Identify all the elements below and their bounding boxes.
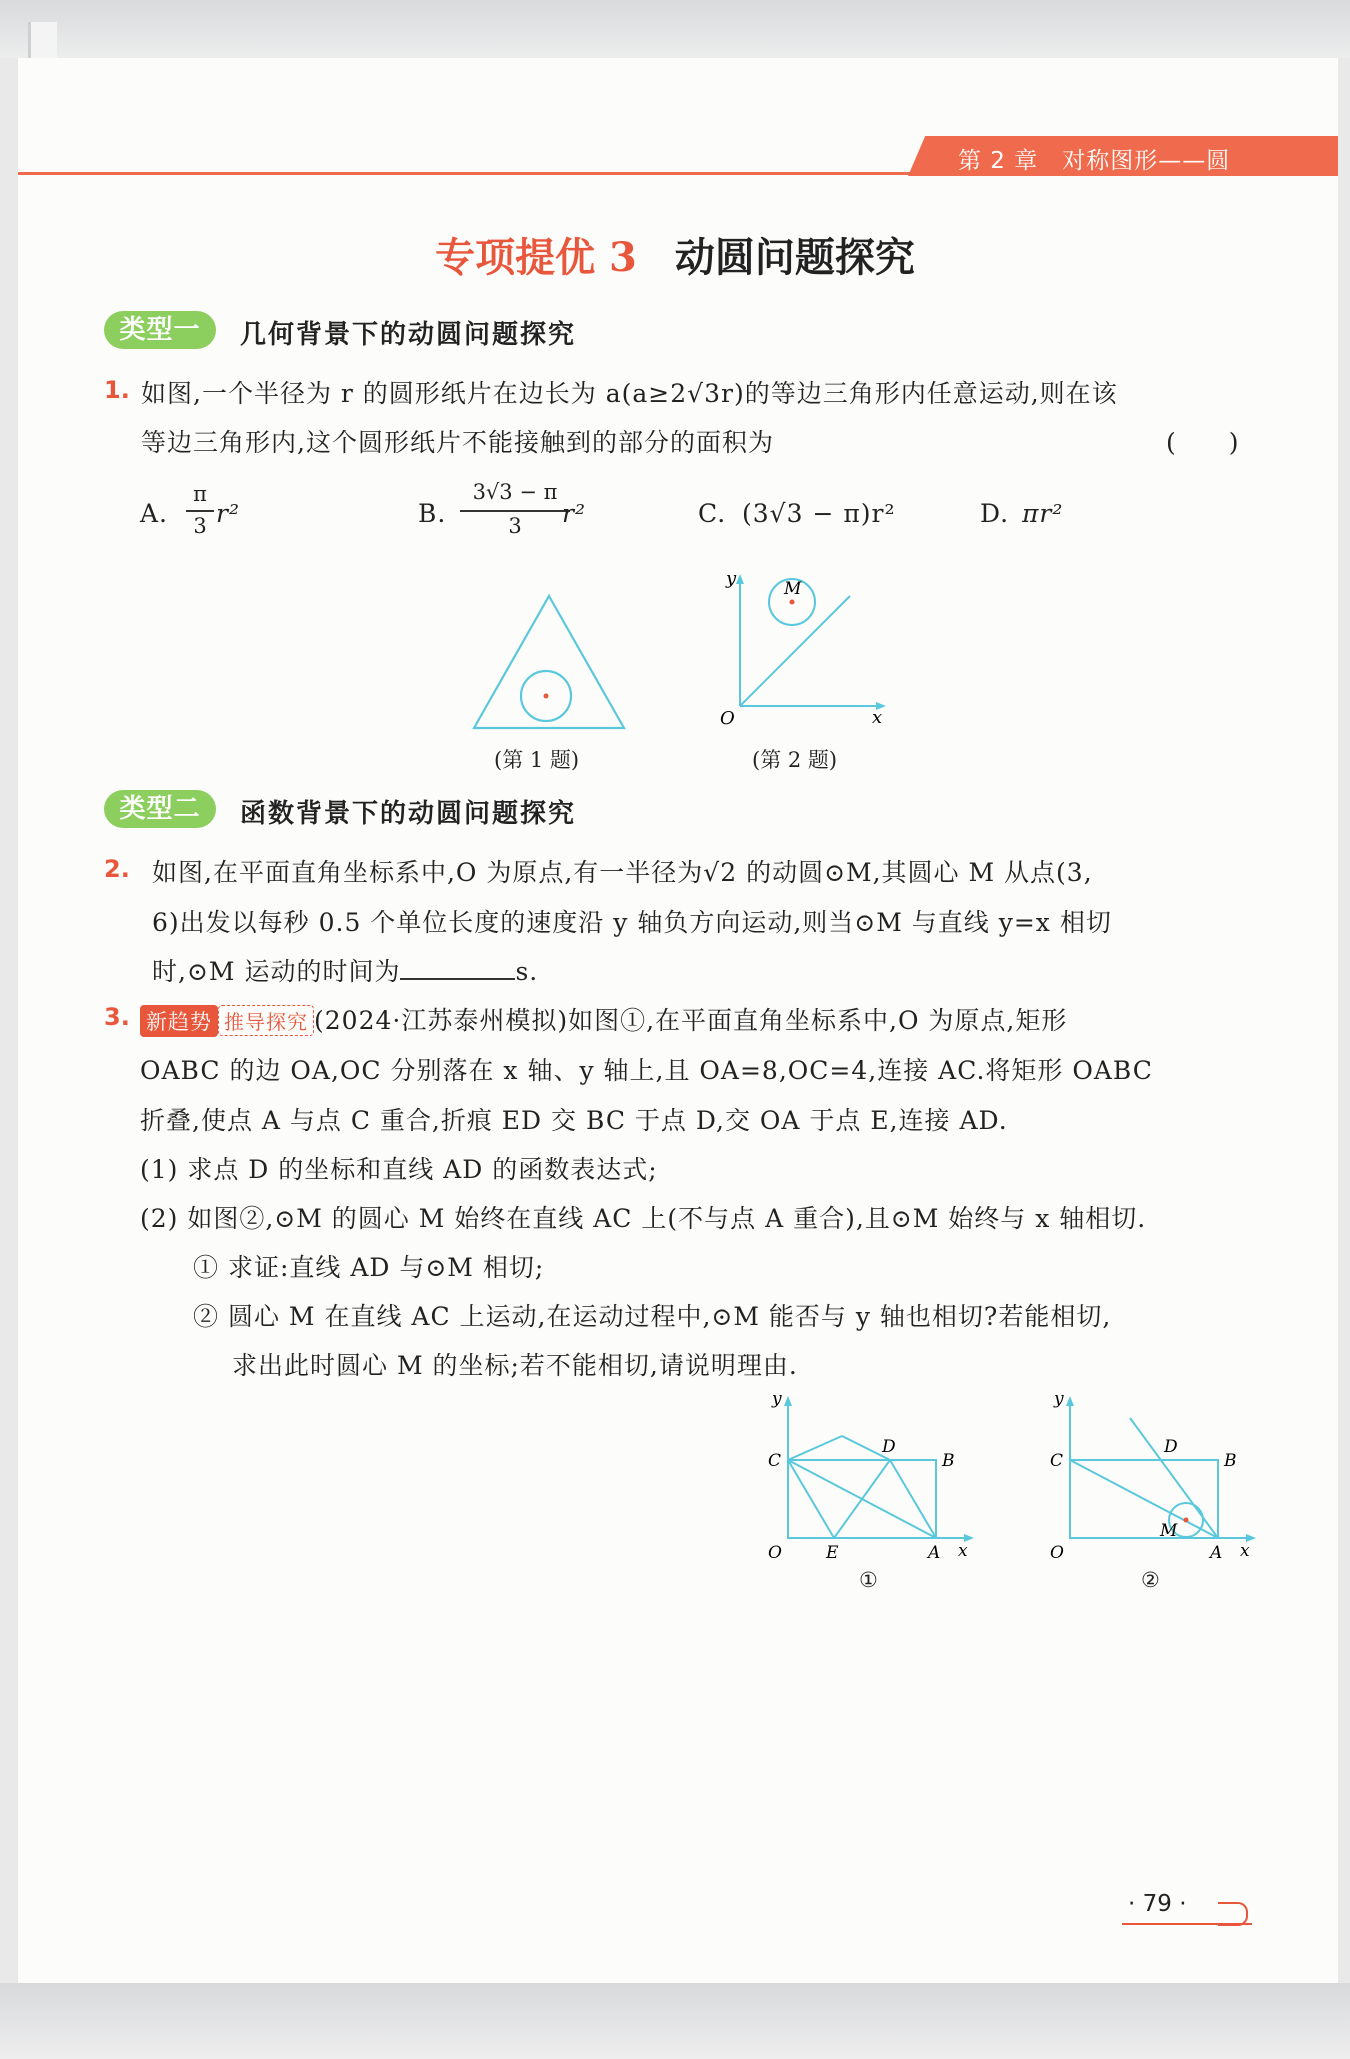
book-spine	[28, 22, 57, 58]
answer-blank[interactable]	[400, 956, 515, 980]
fig3a-o-label: O	[768, 1543, 782, 1563]
section-title-1: 几何背景下的动圆问题探究	[240, 320, 577, 350]
fig3b-y-label: y	[1054, 1389, 1064, 1409]
q2-line-3	[152, 952, 538, 988]
option-b-tail: r²	[562, 499, 586, 528]
bottom-page-edge	[0, 1983, 1350, 2059]
fig3b-o-label: O	[1050, 1543, 1064, 1563]
option-a-tail: r²	[216, 499, 240, 528]
fig3a-a-label: A	[928, 1543, 941, 1563]
q3-line-1	[140, 1001, 1067, 1037]
fig2-m-label: M	[784, 579, 802, 599]
q3-sub-1: ① 求证:直线 AD 与⊙M 相切;	[193, 1253, 545, 1282]
equilateral-triangle	[474, 596, 624, 728]
y-axis-arrow-icon	[784, 1396, 792, 1406]
option-d-text: πr²	[1022, 499, 1064, 528]
q1-line-2: 等边三角形内,这个圆形纸片不能接触到的部分的面积为	[141, 428, 774, 457]
option-a-fraction-bar	[186, 510, 214, 512]
q3-part-1: (1) 求点 D 的坐标和直线 AD 的函数表达式;	[140, 1155, 658, 1184]
figure-2-coordinate	[712, 566, 892, 736]
option-d-label: D.	[980, 499, 1010, 528]
q3-line-3: 折叠,使点 A 与点 C 重合,折痕 ED 交 BC 于点 D,交 OA 于点 E,连接 AD.	[140, 1106, 1008, 1135]
figure-3b-caption: ②	[1141, 1568, 1160, 1592]
fig3b-x-label: x	[1240, 1541, 1250, 1561]
section-badge-2: 类型二	[104, 790, 216, 828]
fig3b-m-label: M	[1160, 1521, 1178, 1541]
y-axis-arrow-icon	[1066, 1396, 1074, 1406]
option-a-numerator: π	[193, 482, 207, 506]
fig3a-e-label: E	[826, 1543, 839, 1563]
option-b-fraction-bar	[460, 510, 570, 512]
y-axis-arrow-icon	[736, 574, 744, 584]
option-a-denominator: 3	[193, 514, 207, 538]
fig2-origin-label: O	[720, 708, 735, 729]
fig3b-d-label: D	[1164, 1437, 1178, 1457]
q1-answer-paren: ( )	[1166, 428, 1240, 457]
fig2-y-label: y	[726, 568, 737, 589]
line-y-equals-x	[740, 596, 850, 706]
center-m-dot	[790, 600, 795, 605]
title-main: 动圆问题探究	[674, 234, 915, 281]
folded-edge-1	[788, 1436, 842, 1460]
option-b-denominator: 3	[508, 514, 522, 538]
page-title	[0, 226, 1350, 283]
section-badge-1: 类型一	[104, 311, 216, 349]
option-b-label: B.	[418, 499, 447, 528]
figure-1-triangle	[460, 588, 630, 738]
option-a-label: A.	[140, 499, 169, 528]
figure-3a-fold	[760, 1388, 980, 1568]
title-prefix: 专项提优 3	[435, 234, 637, 281]
q3-sub-2b: 求出此时圆心 M 的坐标;若不能相切,请说明理由.	[232, 1351, 798, 1380]
option-c-text: (3√3 − π)r²	[742, 499, 896, 528]
q3-sub-2a: ② 圆心 M 在直线 AC 上运动,在运动过程中,⊙M 能否与 y 轴也相切?若能相切,	[193, 1302, 1112, 1331]
fig3b-a-label: A	[1210, 1543, 1223, 1563]
fig3a-b-label: B	[942, 1451, 955, 1471]
circle-center-dot	[544, 694, 549, 699]
fold-line-ed	[834, 1460, 890, 1538]
line-ad	[1130, 1418, 1218, 1538]
q2-line-1: 如图,在平面直角坐标系中,O 为原点,有一半径为√2 的动圆⊙M,其圆心 M 从点(3,	[152, 858, 1093, 887]
diagonal-ac	[1070, 1460, 1218, 1538]
top-page-edge	[0, 0, 1350, 58]
section-title-2: 函数背景下的动圆问题探究	[240, 799, 577, 829]
page-number: · 79 ·	[1128, 1891, 1187, 1917]
figure-2-caption: (第 2 题)	[752, 748, 838, 772]
fig3b-c-label: C	[1050, 1451, 1064, 1471]
fig2-x-label: x	[872, 707, 883, 728]
question-number-2: 2.	[104, 855, 130, 883]
figure-1-caption: (第 1 题)	[494, 748, 580, 772]
q1-line-1: 如图,一个半径为 r 的圆形纸片在边长为 a(a≥2√3r)的等边三角形内任意运动,则在该	[141, 379, 1118, 408]
chapter-title: 第 2 章 对称图形——圆	[958, 148, 1231, 174]
fig3a-d-label: D	[882, 1437, 896, 1457]
option-c-label: C.	[698, 499, 727, 528]
page-number-curl-icon	[1218, 1902, 1248, 1926]
trend-tag: 新趋势	[140, 1005, 218, 1037]
figure-3a-caption: ①	[859, 1568, 878, 1592]
option-b-numerator: 3√3 − π	[472, 480, 558, 504]
fig3a-c-label: C	[768, 1451, 782, 1471]
q3-part-2: (2) 如图②,⊙M 的圆心 M 始终在直线 AC 上(不与点 A 重合),且⊙M 始终与 x 轴相切.	[140, 1204, 1147, 1233]
q3-line-1-text: (2024·江苏泰州模拟)如图①,在平面直角坐标系中,O 为原点,矩形	[314, 1006, 1068, 1035]
q2-line-2: 6)出发以每秒 0.5 个单位长度的速度沿 y 轴负方向运动,则当⊙M 与直线 y=x 相切	[152, 908, 1112, 937]
figure-3b-circle	[1042, 1388, 1262, 1568]
question-number-1: 1.	[104, 376, 130, 404]
q2-line-3-text: 时,⊙M 运动的时间为	[152, 957, 401, 986]
fig3b-b-label: B	[1224, 1451, 1237, 1471]
fig3a-x-label: x	[958, 1541, 968, 1561]
q2-unit: s.	[515, 957, 539, 986]
q3-line-2: OABC 的边 OA,OC 分别落在 x 轴、y 轴上,且 OA=8,OC=4,连接 AC.将矩形 OABC	[140, 1056, 1153, 1085]
question-number-3: 3.	[104, 1003, 130, 1031]
center-m-dot	[1184, 1518, 1189, 1523]
fig3a-y-label: y	[772, 1389, 782, 1409]
inquiry-tag: 推导探究	[218, 1005, 314, 1036]
